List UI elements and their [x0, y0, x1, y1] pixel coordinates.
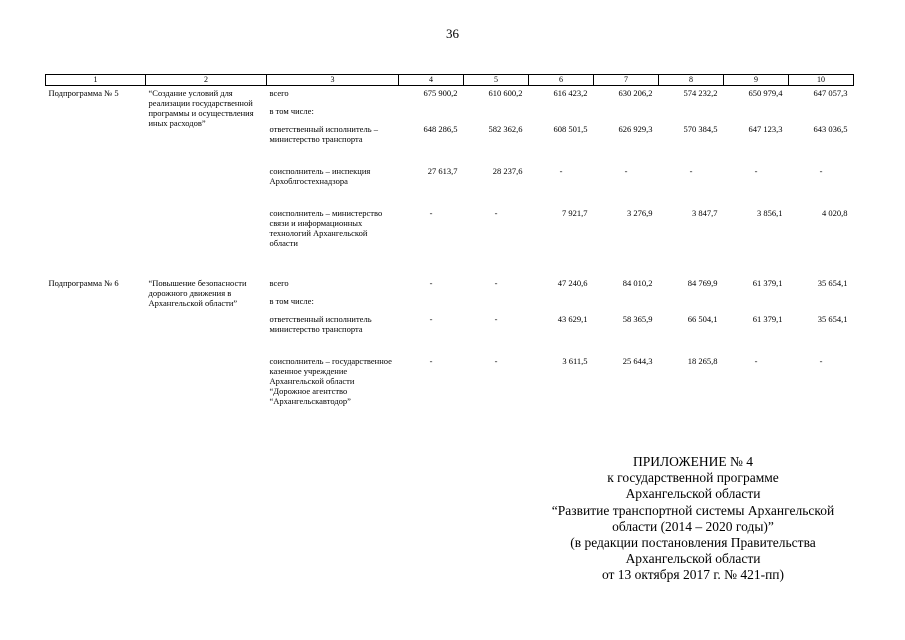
value-cell: [464, 294, 529, 312]
value-cell: -: [754, 165, 758, 176]
value-cell: -: [819, 355, 823, 366]
subprogram-5-name: “Создание условий для реализации государственной программы и осуществления иных расходов”: [148, 88, 254, 128]
appendix-line: области (2014 – 2020 годы)”: [612, 518, 774, 534]
value-cell: 647 057,3: [813, 88, 848, 98]
value-cell: 610 600,2: [488, 88, 523, 98]
row-label: всего: [269, 88, 289, 98]
subprogram-6-name: “Повышение безопасности дорожного движения в Архангельской области”: [148, 277, 247, 308]
value-cell: 650 979,4: [748, 88, 783, 98]
value-cell: 675 900,2: [423, 88, 458, 98]
value-cell: 28 237,6: [492, 165, 523, 176]
value-cell: 84 769,9: [687, 277, 718, 288]
header-cell: 4: [399, 75, 464, 86]
value-cell: 18 265,8: [687, 355, 718, 366]
value-cell: 570 384,5: [683, 123, 718, 134]
value-cell: [529, 294, 594, 312]
appendix-line: от 13 октября 2017 г. № 421-пп): [601, 567, 785, 583]
value-cell: -: [689, 165, 693, 176]
value-cell: -: [494, 277, 498, 288]
value-cell: 35 654,1: [817, 277, 848, 288]
value-cell: 43 629,1: [557, 313, 588, 324]
row-label: ответственный исполнитель – министерство транспорта: [269, 123, 378, 144]
value-cell: 3 847,7: [692, 207, 718, 218]
header-row: [46, 75, 854, 86]
value-cell: [594, 104, 659, 122]
value-cell: -: [559, 165, 563, 176]
table-row: [46, 86, 854, 104]
value-cell: [399, 104, 464, 122]
header-cell: 2: [146, 75, 267, 86]
value-cell: 616 423,2: [553, 88, 588, 98]
value-cell: 4 020,8: [822, 207, 848, 218]
value-cell: 3 611,5: [562, 355, 588, 366]
value-cell: 58 365,9: [622, 313, 653, 324]
value-cell: 647 123,3: [748, 123, 783, 134]
subprogram-6-label: Подпрограмма № 6: [48, 277, 119, 288]
table-row: [46, 276, 854, 294]
value-cell: [399, 294, 464, 312]
page-number: 36: [446, 26, 459, 41]
value-cell: 66 504,1: [687, 313, 718, 324]
value-cell: [789, 294, 854, 312]
appendix-line: (в редакции постановления Правительства: [570, 535, 816, 551]
value-cell: -: [429, 355, 433, 366]
value-cell: 25 644,3: [622, 355, 653, 366]
value-cell: 608 501,5: [553, 123, 588, 134]
value-cell: [594, 294, 659, 312]
value-cell: [724, 294, 789, 312]
appendix-line: Архангельской области: [625, 551, 761, 567]
value-cell: [789, 104, 854, 122]
value-cell: [464, 104, 529, 122]
subprogram-5-label: Подпрограмма № 5: [48, 88, 119, 98]
value-cell: -: [494, 313, 498, 324]
value-cell: 35 654,1: [817, 313, 848, 324]
value-cell: 61 379,1: [752, 313, 783, 324]
appendix-title: ПРИЛОЖЕНИЕ № 4: [632, 454, 754, 469]
row-label: соисполнитель – министерство связи и информационных технологий Архангельской области: [269, 207, 383, 248]
value-cell: [529, 104, 594, 122]
value-cell: 47 240,6: [557, 277, 588, 288]
value-cell: 643 036,5: [813, 123, 848, 134]
value-cell: 630 206,2: [618, 88, 653, 98]
row-label: ответственный исполнитель министерство транспорта: [269, 313, 372, 334]
value-cell: -: [429, 277, 433, 288]
value-cell: -: [429, 313, 433, 324]
header-cell: 7: [594, 75, 659, 86]
value-cell: [724, 104, 789, 122]
value-cell: 27 613,7: [427, 165, 458, 176]
value-cell: 61 379,1: [752, 277, 783, 288]
header-cell: 3: [267, 75, 399, 86]
value-cell: -: [819, 165, 823, 176]
value-cell: -: [494, 207, 498, 218]
value-cell: [659, 294, 724, 312]
row-label: соисполнитель – инспекция Архоблгостехнадзора: [269, 165, 371, 186]
value-cell: 626 929,3: [618, 123, 653, 134]
budget-table: [45, 74, 854, 426]
header-cell: 8: [659, 75, 724, 86]
table-header: [46, 75, 854, 86]
value-cell: 574 232,2: [683, 88, 718, 98]
row-label: в том числе:: [269, 295, 314, 306]
value-cell: 648 286,5: [423, 123, 458, 134]
header-cell: 10: [789, 75, 854, 86]
header-cell: 5: [464, 75, 529, 86]
value-cell: 7 921,7: [562, 207, 588, 218]
appendix-line: “Развитие транспортной системы Архангельской: [551, 502, 835, 518]
value-cell: -: [754, 355, 758, 366]
value-cell: -: [429, 207, 433, 218]
appendix-line: к государственной программе: [607, 470, 779, 486]
value-cell: [659, 104, 724, 122]
value-cell: 3 276,9: [627, 207, 653, 218]
value-cell: 3 856,1: [757, 207, 783, 218]
value-cell: -: [624, 165, 628, 176]
value-cell: -: [494, 355, 498, 366]
row-label: в том числе:: [269, 105, 314, 116]
header-cell: 1: [46, 75, 146, 86]
row-label: соисполнитель – государственное казенное учреждение Архангельской области “Дорожное агентство “Архангельскавтодор”: [269, 355, 392, 406]
appendix-line: Архангельской области: [625, 486, 761, 502]
value-cell: 582 362,6: [488, 123, 523, 134]
row-label: всего: [269, 277, 289, 288]
value-cell: 84 010,2: [622, 277, 653, 288]
appendix-block: [520, 454, 866, 584]
header-cell: 9: [724, 75, 789, 86]
header-cell: 6: [529, 75, 594, 86]
